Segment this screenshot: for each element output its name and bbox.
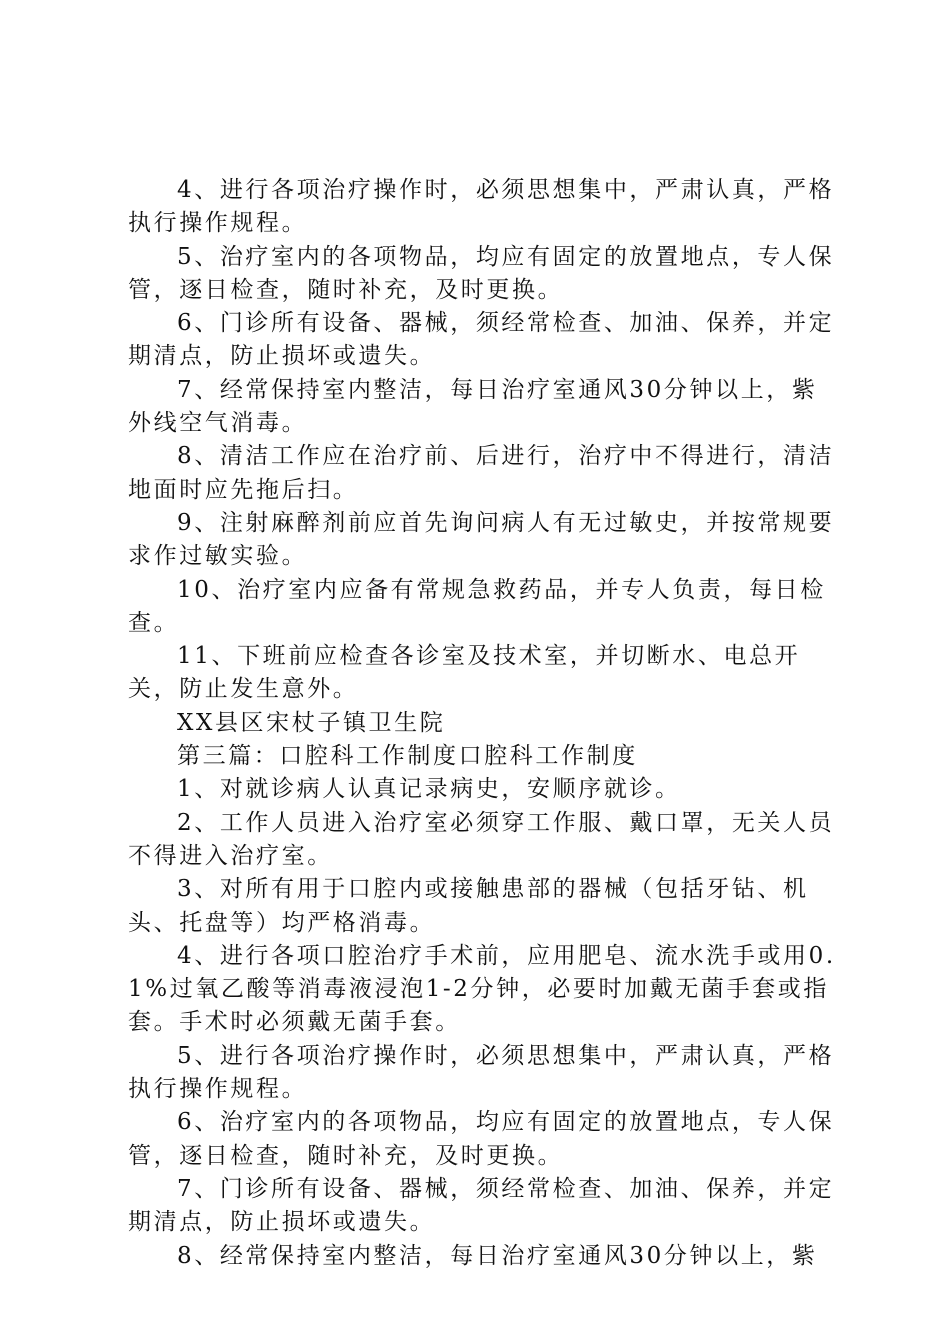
paragraph: 9、注射麻醉剂前应首先询问病人有无过敏史，并按常规要求作过敏实验。 — [128, 509, 835, 570]
paragraph: 2、工作人员进入治疗室必须穿工作服、戴口罩，无关人员不得进入治疗室。 — [128, 809, 835, 869]
paragraph: 5、进行各项治疗操作时，必须思想集中，严肃认真，严格执行操作规程。 — [128, 1042, 835, 1103]
paragraph: 8、清洁工作应在治疗前、后进行，治疗中不得进行，清洁地面时应先拖后扫。 — [128, 443, 835, 503]
paragraph: 7、门诊所有设备、器械，须经常检查、加油、保养，并定期清点，防止损坏或遗失。 — [128, 1175, 835, 1236]
document-body — [128, 174, 840, 1273]
paragraph: 11、下班前应检查各诊室及技术室，并切断水、电总开关，防止发生意外。 — [128, 643, 801, 703]
paragraph: 1、对就诊病人认真记录病史，安顺序就诊。 — [177, 776, 681, 803]
paragraph: 6、门诊所有设备、器械，须经常检查、加油、保养，并定期清点，防止损坏或遗失。 — [128, 310, 835, 370]
section-title: 第三篇：口腔科工作制度口腔科工作制度 — [177, 743, 638, 770]
paragraph: 3、对所有用于口腔内或接触患部的器械（包括牙钻、机头、托盘等）均严格消毒。 — [128, 876, 809, 936]
paragraph: 10、治疗室内应备有常规急救药品，并专人负责，每日检查。 — [128, 576, 826, 636]
paragraph: 4、进行各项治疗操作时，必须思想集中，严肃认真，严格执行操作规程。 — [128, 177, 835, 237]
paragraph: 7、经常保持室内整洁，每日治疗室通风30分钟以上，紫外线空气消毒。 — [128, 376, 818, 437]
hospital-name: XX县区宋杖子镇卫生院 — [177, 709, 446, 736]
paragraph: 8、经常保持室内整洁，每日治疗室通风30分钟以上，紫 — [177, 1242, 818, 1269]
paragraph: 4、进行各项口腔治疗手术前，应用肥皂、流水洗手或用0.1%过氧乙酸等消毒液浸泡1-2分钟，必要时加戴无菌手套或指套。手术时必须戴无菌手套。 — [128, 942, 836, 1036]
paragraph: 5、治疗室内的各项物品，均应有固定的放置地点，专人保管，逐日检查，随时补充，及时更换。 — [128, 243, 835, 303]
paragraph: 6、治疗室内的各项物品，均应有固定的放置地点，专人保管，逐日检查，随时补充，及时更换。 — [128, 1109, 835, 1169]
